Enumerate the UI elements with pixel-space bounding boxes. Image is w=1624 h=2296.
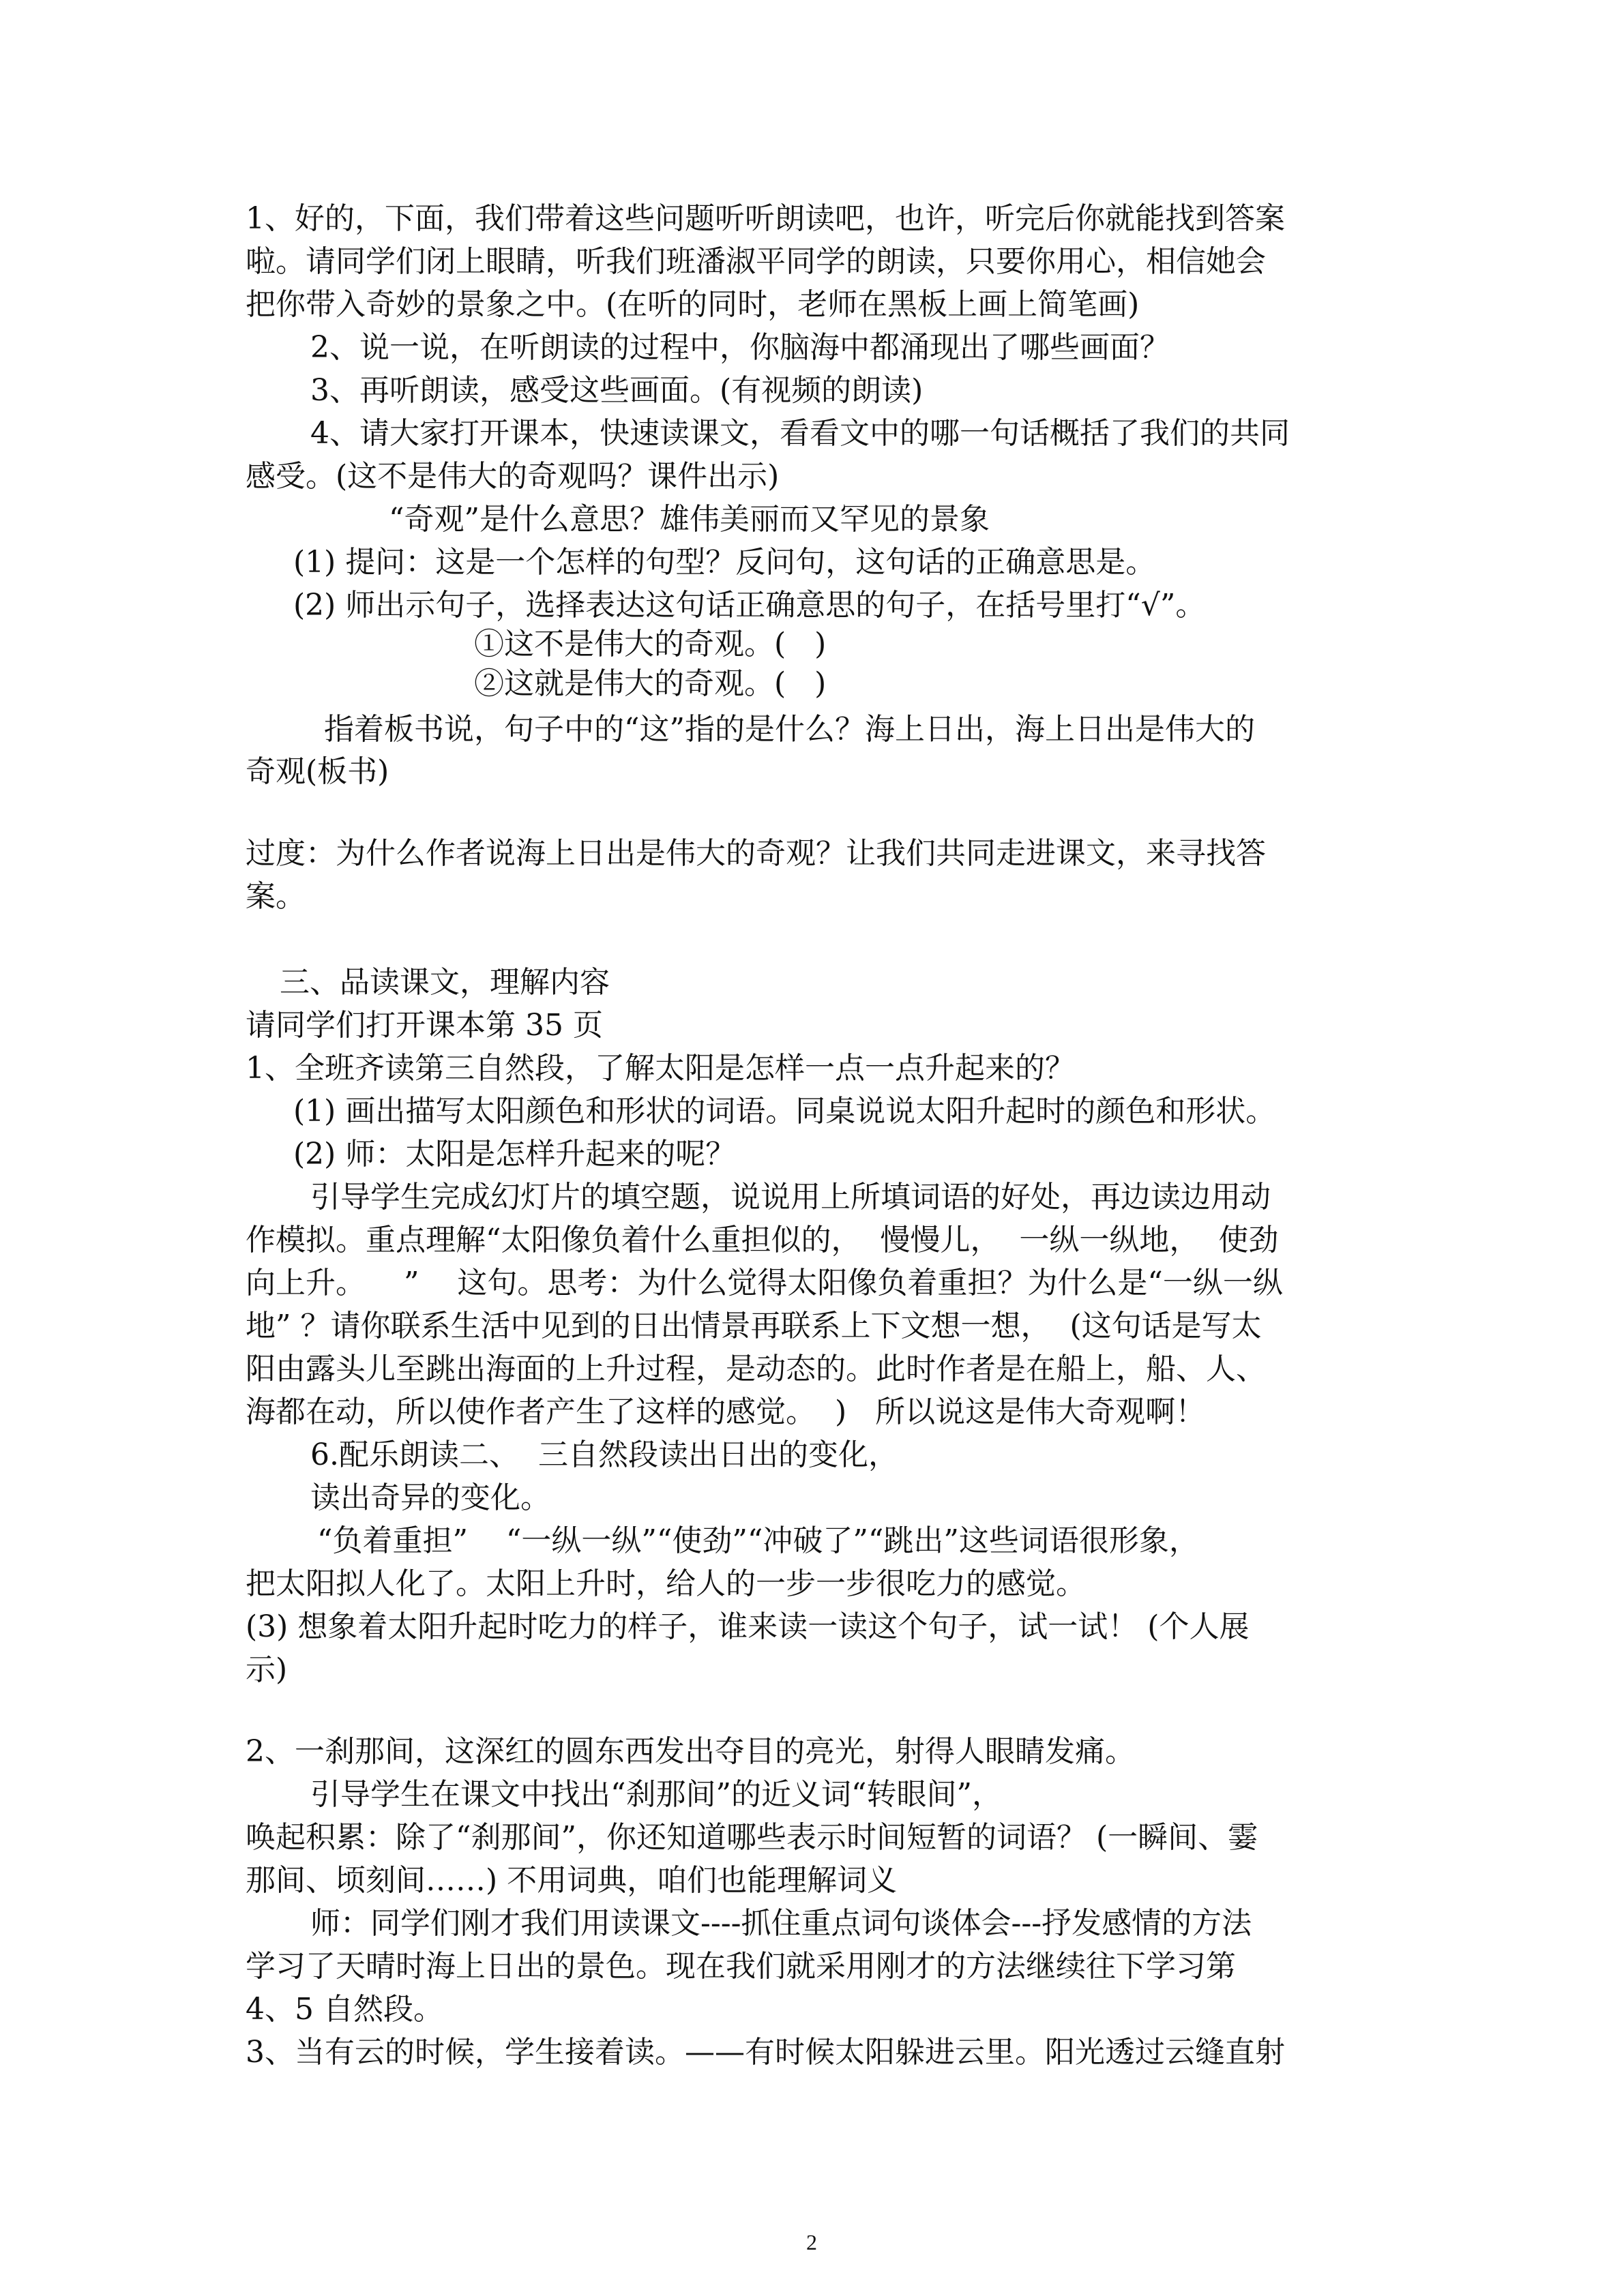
text-line: 引导学生完成幻灯片的填空题，说说用上所填词语的好处，再边读边用动	[310, 1180, 1271, 1214]
text-line: 4、请大家打开课本，快速读课文，看看文中的哪一句话概括了我们的共同	[310, 416, 1290, 451]
text-line: 2、一刹那间，这深红的圆东西发出夺目的亮光，射得人眼睛发痛。	[246, 1734, 1135, 1769]
page-number: 2	[806, 2230, 817, 2254]
text-line: 那间、顷刻间……) 不用词典，咱们也能理解词义	[246, 1863, 898, 1898]
text-line: (1) 提问：这是一个怎样的句型？反问句，这句话的正确意思是。	[293, 545, 1156, 580]
text-line: 4、5 自然段。	[246, 1992, 443, 2027]
text-line: ②这就是伟大的奇观。( )	[474, 666, 827, 701]
text-line: (2) 师：太阳是怎样升起来的呢？	[293, 1137, 736, 1172]
text-line: 案。	[246, 879, 306, 914]
text-line: 3、当有云的时候，学生接着读。——有时候太阳躲进云里。阳光透过云缝直射	[246, 2035, 1285, 2070]
text-line: 过度：为什么作者说海上日出是伟大的奇观？让我们共同走进课文，来寻找答	[246, 836, 1266, 871]
text-line: (1) 画出描写太阳颜色和形状的词语。同桌说说太阳升起时的颜色和形状。	[293, 1094, 1276, 1129]
text-line: 作模拟。重点理解“太阳像负着什么重担似的， 慢慢儿， 一纵一纵地， 使劲	[246, 1223, 1279, 1257]
text-line: 指着板书说，句子中的“这”指的是什么？海上日出，海上日出是伟大的	[324, 712, 1255, 747]
text-line: 读出奇异的变化。	[310, 1480, 550, 1515]
text-line: 唤起积累：除了“刹那间”，你还知道哪些表示时间短暂的词语？ (一瞬间、霎	[246, 1820, 1258, 1855]
text-line: 把太阳拟人化了。太阳上升时，给人的一步一步很吃力的感觉。	[246, 1566, 1086, 1601]
text-line: 海都在动，所以使作者产生了这样的感觉。 ) 所以说这是伟大奇观啊！	[246, 1395, 1206, 1429]
text-line: 阳由露头儿至跳出海面的上升过程，是动态的。此时作者是在船上，船、人、	[246, 1352, 1266, 1386]
text-line: ①这不是伟大的奇观。( )	[474, 627, 827, 661]
text-line: (2) 师出示句子，选择表达这句话正确意思的句子，在括号里打“√”。	[293, 588, 1206, 623]
text-line: 6.配乐朗读二、 三自然段读出日出的变化，	[310, 1437, 898, 1472]
text-line: 感受。(这不是伟大的奇观吗？课件出示)	[246, 459, 780, 494]
text-line: 请同学们打开课本第 35 页	[246, 1008, 603, 1043]
text-line: 1、好的，下面，我们带着这些问题听听朗读吧，也许，听完后你就能找到答案	[246, 201, 1285, 236]
text-line: 2、说一说，在听朗读的过程中，你脑海中都涌现出了哪些画面？	[310, 330, 1170, 365]
text-line: 向上升。 ” 这句。思考：为什么觉得太阳像负着重担？为什么是“一纵一纵	[246, 1266, 1283, 1300]
text-line: 1、全班齐读第三自然段，了解太阳是怎样一点一点升起来的？	[246, 1051, 1075, 1086]
text-line: 奇观(板书)	[246, 754, 389, 789]
text-line: (3) 想象着太阳升起时吃力的样子，谁来读一读这个句子，试一试！ (个人展	[246, 1609, 1250, 1644]
text-line: 学习了天晴时海上日出的景色。现在我们就采用刚才的方法继续往下学习第	[246, 1949, 1236, 1984]
text-line: 地” ？请你联系生活中见到的日出情景再联系上下文想一想， (这句话是写太	[246, 1309, 1262, 1343]
text-line: “奇观”是什么意思？雄伟美丽而又罕见的景象	[389, 502, 990, 537]
text-line: 把你带入奇妙的景象之中。(在听的同时，老师在黑板上画上简笔画)	[246, 287, 1140, 322]
text-line: 示)	[246, 1652, 288, 1687]
text-line: 啦。请同学们闭上眼睛，听我们班潘淑平同学的朗读，只要你用心，相信她会	[246, 244, 1266, 279]
text-line: 引导学生在课文中找出“刹那间”的近义词“转眼间”，	[310, 1777, 1002, 1812]
text-line: 3、再听朗读，感受这些画面。(有视频的朗读)	[310, 373, 924, 408]
section-heading: 三、品读课文，理解内容	[280, 965, 610, 1000]
text-line: “负着重担” “一纵一纵”“使劲”“冲破了”“跳出”这些词语很形象，	[317, 1523, 1199, 1558]
text-line: 师：同学们刚才我们用读课文----抓住重点词句谈体会---抒发感情的方法	[310, 1906, 1252, 1941]
